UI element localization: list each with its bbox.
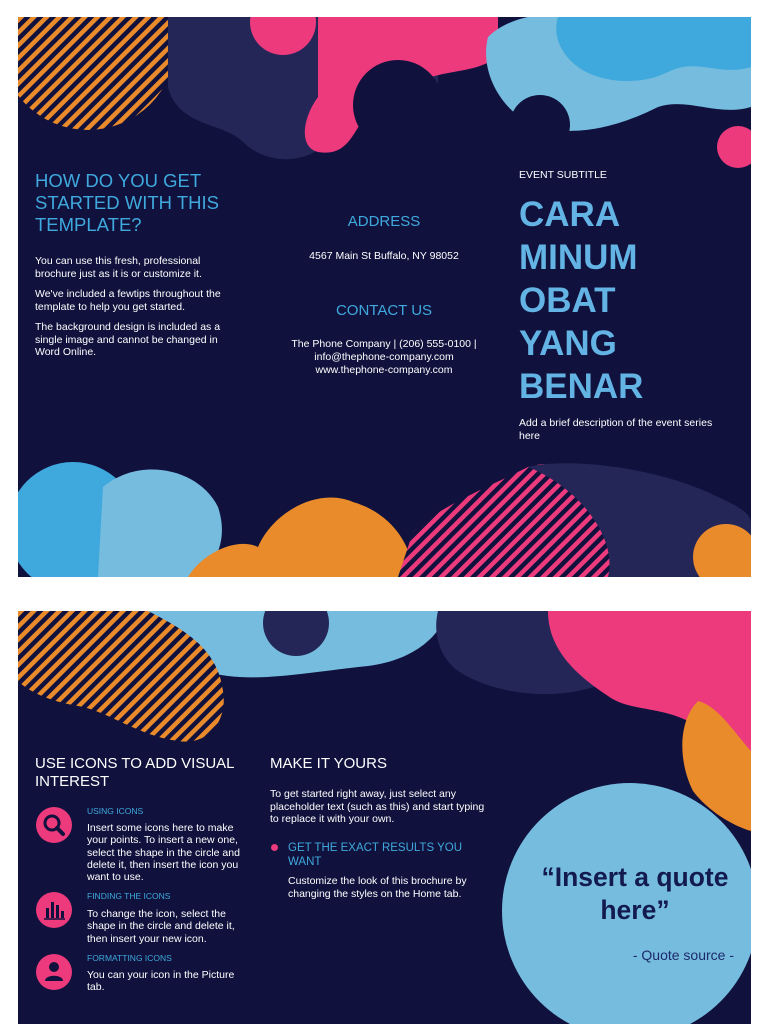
icon-item-label: FORMATTING ICONS (87, 953, 172, 963)
event-description: Add a brief description of the event series here (519, 417, 713, 442)
make-it-yours-heading: MAKE IT YOURS (270, 755, 387, 772)
contact-website: www.thephone-company.com (315, 364, 453, 376)
bullet-dot (271, 844, 278, 851)
icon-item-label: FINDING THE ICONS (87, 891, 171, 901)
event-title-line: CARA (519, 195, 621, 234)
make-it-yours-text: To get started right away, just select any placeholder text (such as this) and start typing to replace it with your own. (270, 788, 485, 825)
icon-item-text: Insert some icons here to make your points. To insert a new one, select the shape in the circle and delete it, then insert the icon you want to use. (87, 822, 240, 884)
intro-text (35, 255, 235, 367)
person-icon (36, 954, 72, 990)
bullet-text: Customize the look of this brochure by changing the styles on the Home tab. (288, 875, 467, 900)
bullet-heading: GET THE EXACT RESULTS YOU WANT (288, 842, 463, 868)
event-title (519, 193, 719, 408)
event-title-line: BENAR (519, 367, 644, 406)
contact-details (274, 338, 494, 377)
address-heading: ADDRESS (347, 213, 421, 230)
icon-item-label: USING ICONS (87, 806, 144, 816)
magnifier-icon (36, 807, 72, 843)
event-title-line: OBAT (519, 281, 616, 320)
brochure-page-outside (18, 17, 751, 577)
contact-email: info@thephone-company.com (314, 351, 454, 363)
contact-phone: The Phone Company | (206) 555-0100 | (291, 338, 477, 350)
intro-paragraph: You can use this fresh, professional brochure just as it is or customize it. (35, 255, 202, 280)
bar-chart-icon (36, 892, 72, 928)
event-subtitle: EVENT SUBTITLE (519, 169, 607, 181)
icon-item-text: To change the icon, select the shape in the circle and delete it, then insert your new icon. (87, 908, 235, 945)
intro-heading: HOW DO YOU GET STARTED WITH THIS TEMPLATE? (35, 170, 219, 235)
contact-heading: CONTACT US (335, 302, 433, 319)
quote-source: - Quote source - (632, 947, 734, 963)
pull-quote: “Insert a quote here” (541, 862, 729, 925)
intro-paragraph: We've included a fewtips throughout the template to help you get started. (35, 288, 221, 313)
event-title-line: MINUM (519, 238, 638, 277)
event-title-line: YANG (519, 324, 617, 363)
intro-paragraph: The background design is included as a single image and cannot be changed in Word Online. (35, 321, 221, 358)
icon-item-text: You can your icon in the Picture tab. (87, 969, 235, 994)
brochure-page-inside (18, 611, 751, 1024)
address-line: 4567 Main St Buffalo, NY 98052 (309, 250, 459, 262)
icons-heading: USE ICONS TO ADD VISUAL INTEREST (35, 755, 234, 790)
